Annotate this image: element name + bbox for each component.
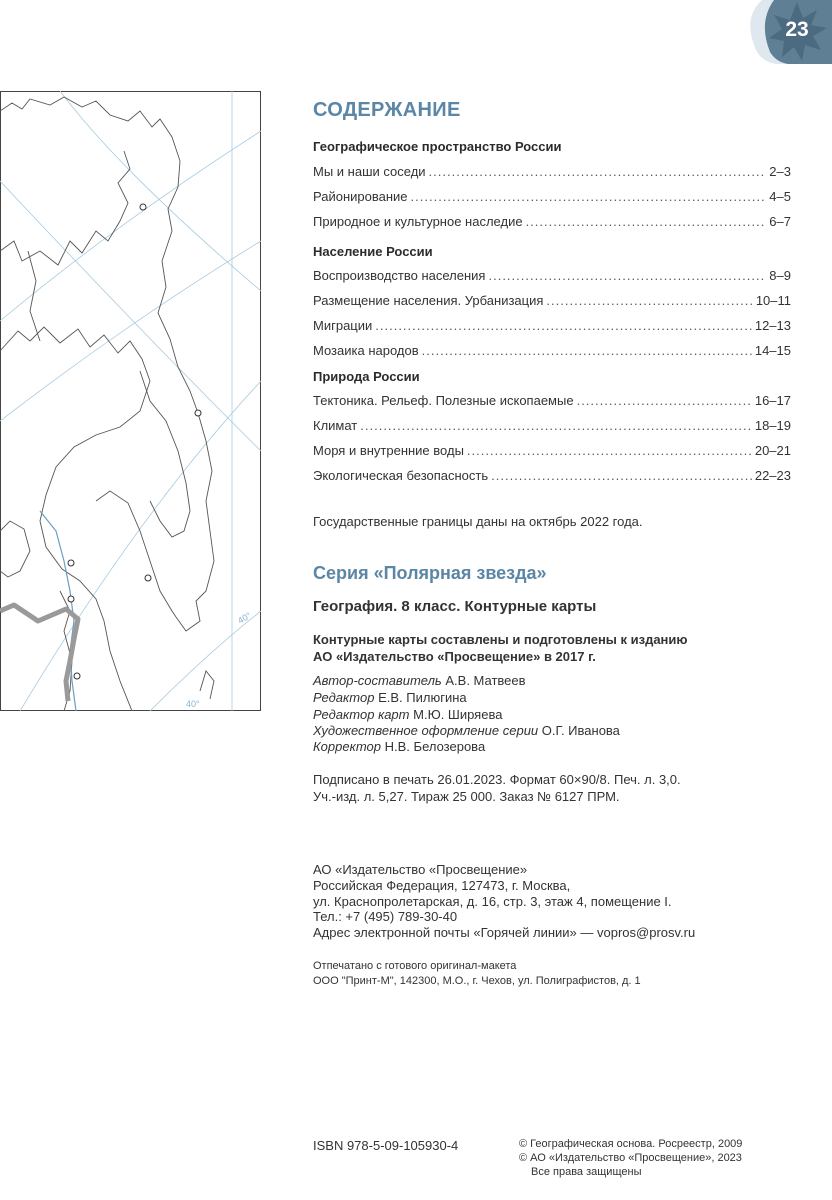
credit-proofreader [313, 739, 485, 754]
prepared-line-1: Контурные карты составлены и подготовлены к изданию [313, 632, 688, 647]
map-label-lon-b: 40° [186, 699, 200, 709]
toc-leader [422, 343, 752, 358]
credit-role: Художественное оформление серии [313, 723, 539, 738]
toc-item-title: Мы и наши соседи [313, 164, 426, 179]
publisher-city: Российская Федерация, 127473, г. Москва, [313, 878, 571, 893]
credit-name: Н.В. Белозерова [384, 739, 486, 754]
credit-map-editor [313, 707, 502, 722]
credit-design [313, 723, 620, 738]
toc-leader [467, 443, 752, 458]
toc-leader [577, 393, 752, 408]
publisher-phone: Тел.: +7 (495) 789-30-40 [313, 909, 458, 924]
publisher-email: Адрес электронной почты «Горячей линии» — vopros@prosv.ru [313, 925, 696, 940]
toc-leader [429, 164, 767, 179]
credit-role: Корректор [313, 739, 382, 754]
credit-role: Редактор карт [313, 707, 410, 722]
copyright-line-3: Все права защищены [531, 1166, 642, 1178]
toc-item-title: Тектоника. Рельеф. Полезные ископаемые [313, 393, 574, 408]
map-label-lon-a: 40° [236, 610, 253, 626]
toc-item-pages: 16–17 [754, 393, 791, 408]
toc-leader [488, 268, 766, 283]
publisher-name: АО «Издательство «Просвещение» [313, 862, 528, 877]
toc-item-title: Моря и внутренние воды [313, 443, 464, 458]
toc-item[interactable] [313, 343, 791, 358]
credit-role: Автор-составитель [313, 673, 442, 688]
toc-item-title: Воспроизводство населения [313, 268, 486, 283]
toc-item[interactable] [313, 468, 791, 483]
toc-item-title: Миграции [313, 318, 373, 333]
credit-name: Е.В. Пилюгина [378, 690, 467, 705]
toc-item-title: Размещение населения. Урбанизация [313, 293, 544, 308]
toc-item-title: Мозаика народов [313, 343, 419, 358]
toc-section-heading: Географическое пространство России [313, 139, 562, 154]
prepared-line-2: АО «Издательство «Просвещение» в 2017 г. [313, 649, 596, 664]
copyright-line-2: © АО «Издательство «Просвещение», 2023 [519, 1152, 742, 1164]
toc-item[interactable] [313, 443, 791, 458]
toc-item-pages: 20–21 [754, 443, 791, 458]
copyright-line-1: © Географическая основа. Росреестр, 2009 [519, 1138, 743, 1150]
toc-item[interactable] [313, 393, 791, 408]
toc-item-pages: 10–11 [755, 293, 791, 308]
toc-section-heading: Природа России [313, 369, 420, 384]
toc-item[interactable] [313, 268, 791, 283]
print-info-line-1: Подписано в печать 26.01.2023. Формат 60×90/8. Печ. л. 3,0. [313, 772, 681, 787]
isbn: ISBN 978-5-09-105930-4 [313, 1138, 459, 1153]
book-title: География. 8 класс. Контурные карты [313, 598, 597, 615]
toc-leader [411, 189, 767, 204]
toc-item-title: Климат [313, 418, 358, 433]
toc-item-pages: 12–13 [754, 318, 791, 333]
page-number: 23 [785, 18, 809, 41]
toc-item-pages: 22–23 [754, 468, 791, 483]
credit-editor [313, 690, 467, 705]
toc-item[interactable] [313, 418, 791, 433]
credit-author [313, 673, 526, 688]
toc-item-pages: 2–3 [769, 164, 791, 179]
toc-item-pages: 4–5 [769, 189, 791, 204]
series-title: Серия «Полярная звезда» [313, 563, 547, 583]
toc-leader [491, 468, 752, 483]
toc-leader [375, 318, 752, 333]
toc-item[interactable] [313, 164, 791, 179]
toc-item[interactable] [313, 318, 791, 333]
toc-item[interactable] [313, 293, 791, 308]
toc-item-title: Районирование [313, 189, 408, 204]
publisher-street: ул. Краснопролетарская, д. 16, стр. 3, этаж 4, помещение I. [313, 894, 672, 909]
credit-name: А.В. Матвеев [445, 673, 526, 688]
printed-by-line-1: Отпечатано с готового оригинал-макета [313, 960, 517, 972]
toc-item-title: Природное и культурное наследие [313, 214, 523, 229]
toc-item-pages: 8–9 [769, 268, 791, 283]
print-info-line-2: Уч.-изд. л. 5,27. Тираж 25 000. Заказ № 6127 ПРМ. [313, 789, 620, 804]
toc-item[interactable] [313, 214, 791, 229]
toc-leader [360, 418, 752, 433]
toc-item-title: Экологическая безопасность [313, 468, 489, 483]
toc-item-pages: 14–15 [754, 343, 791, 358]
credit-name: О.Г. Иванова [541, 723, 620, 738]
toc-leader [546, 293, 752, 308]
toc-section-heading: Население России [313, 244, 433, 259]
toc-leader [526, 214, 767, 229]
contour-map [0, 91, 261, 711]
page-number-badge [732, 0, 832, 64]
credit-role: Редактор [313, 690, 375, 705]
borders-note: Государственные границы даны на октябрь 2022 года. [313, 514, 643, 529]
toc-item-pages: 6–7 [769, 214, 791, 229]
toc-title: СОДЕРЖАНИЕ [313, 99, 461, 121]
toc-item-pages: 18–19 [754, 418, 791, 433]
credit-name: М.Ю. Ширяева [413, 707, 503, 722]
printed-by-line-2: ООО "Принт-М", 142300, М.О., г. Чехов, ул. Полиграфистов, д. 1 [313, 975, 641, 987]
toc-item[interactable] [313, 189, 791, 204]
